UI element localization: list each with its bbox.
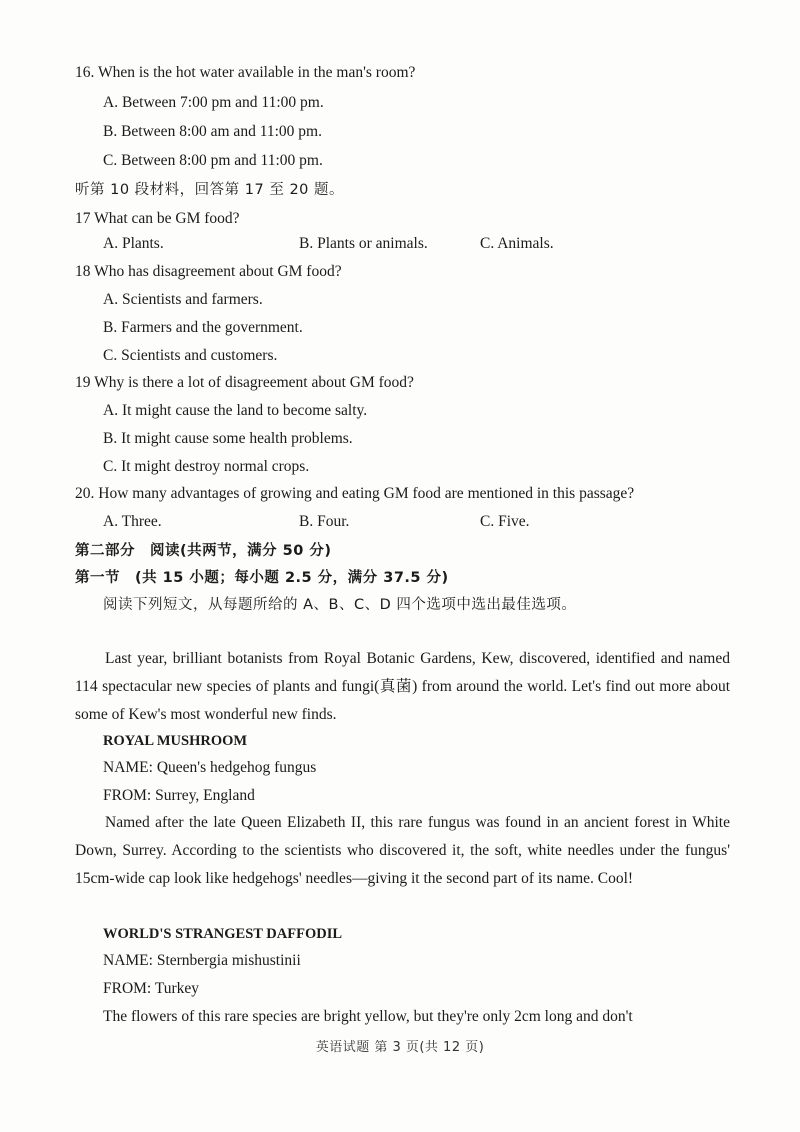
section-one-heading: 第一节 (共 15 小题；每小题 2.5 分，满分 37.5 分)	[75, 570, 449, 586]
question-18-stem: 18 Who has disagreement about GM food?	[75, 263, 342, 280]
mushroom-description	[75, 809, 730, 893]
question-18-option-b: B. Farmers and the government.	[103, 319, 303, 336]
part-two-heading: 第二部分 阅读(共两节，满分 50 分)	[75, 543, 332, 559]
question-17-stem: 17 What can be GM food?	[75, 210, 240, 227]
listening-instruction-10: 听第 10 段材料，回答第 17 至 20 题。	[75, 182, 345, 198]
question-16-option-b: B. Between 8:00 am and 11:00 pm.	[103, 123, 322, 140]
daffodil-description: The flowers of this rare species are bright yellow, but they're only 2cm long and don't	[103, 1008, 633, 1025]
daffodil-origin: FROM: Turkey	[103, 980, 200, 997]
mushroom-heading: ROYAL MUSHROOM	[103, 733, 248, 749]
daffodil-heading: WORLD'S STRANGEST DAFFODIL	[103, 926, 343, 942]
question-20-option-a: A. Three.	[103, 513, 162, 530]
question-17-option-b: B. Plants or animals.	[299, 235, 428, 252]
question-17-option-c: C. Animals.	[480, 235, 554, 252]
page-footer: 英语试题 第 3 页(共 12 页)	[315, 1040, 485, 1055]
passage-intro	[75, 645, 730, 729]
reading-instruction: 阅读下列短文，从每题所给的 A、B、C、D 四个选项中选出最佳选项。	[103, 597, 577, 613]
passage-intro-text: Last year, brilliant botanists from Royal Botanic Gardens, Kew, discovered, identified and named 114 spectacular new species of plants and fungi(真菌) from around the world. Let's find out more about some of Kew's most wonderful new finds.	[75, 650, 730, 723]
question-16-option-c: C. Between 8:00 pm and 11:00 pm.	[103, 152, 323, 169]
question-19-option-a: A. It might cause the land to become salty.	[103, 402, 368, 419]
daffodil-name: NAME: Sternbergia mishustinii	[103, 952, 301, 969]
question-16-option-a: A. Between 7:00 pm and 11:00 pm.	[103, 94, 324, 111]
question-20-option-b: B. Four.	[299, 513, 350, 530]
question-19-stem: 19 Why is there a lot of disagreement about GM food?	[75, 374, 414, 391]
question-16-stem: 16. When is the hot water available in the man's room?	[75, 64, 416, 81]
question-20-stem: 20. How many advantages of growing and eating GM food are mentioned in this passage?	[75, 485, 635, 502]
question-19-option-b: B. It might cause some health problems.	[103, 430, 353, 447]
question-18-option-c: C. Scientists and customers.	[103, 347, 278, 364]
question-17-option-a: A. Plants.	[103, 235, 164, 252]
question-18-option-a: A. Scientists and farmers.	[103, 291, 263, 308]
question-19-option-c: C. It might destroy normal crops.	[103, 458, 310, 475]
mushroom-origin: FROM: Surrey, England	[103, 787, 255, 804]
question-20-option-c: C. Five.	[480, 513, 530, 530]
mushroom-description-text: Named after the late Queen Elizabeth II, this rare fungus was found in an ancient forest in White Down, Surrey. According to the scientists who discovered it, the soft, white needles under the fungus' 15cm-wide cap look like hedgehogs' needles—giving it the second part of its name. Cool!	[75, 814, 730, 887]
mushroom-name: NAME: Queen's hedgehog fungus	[103, 759, 317, 776]
